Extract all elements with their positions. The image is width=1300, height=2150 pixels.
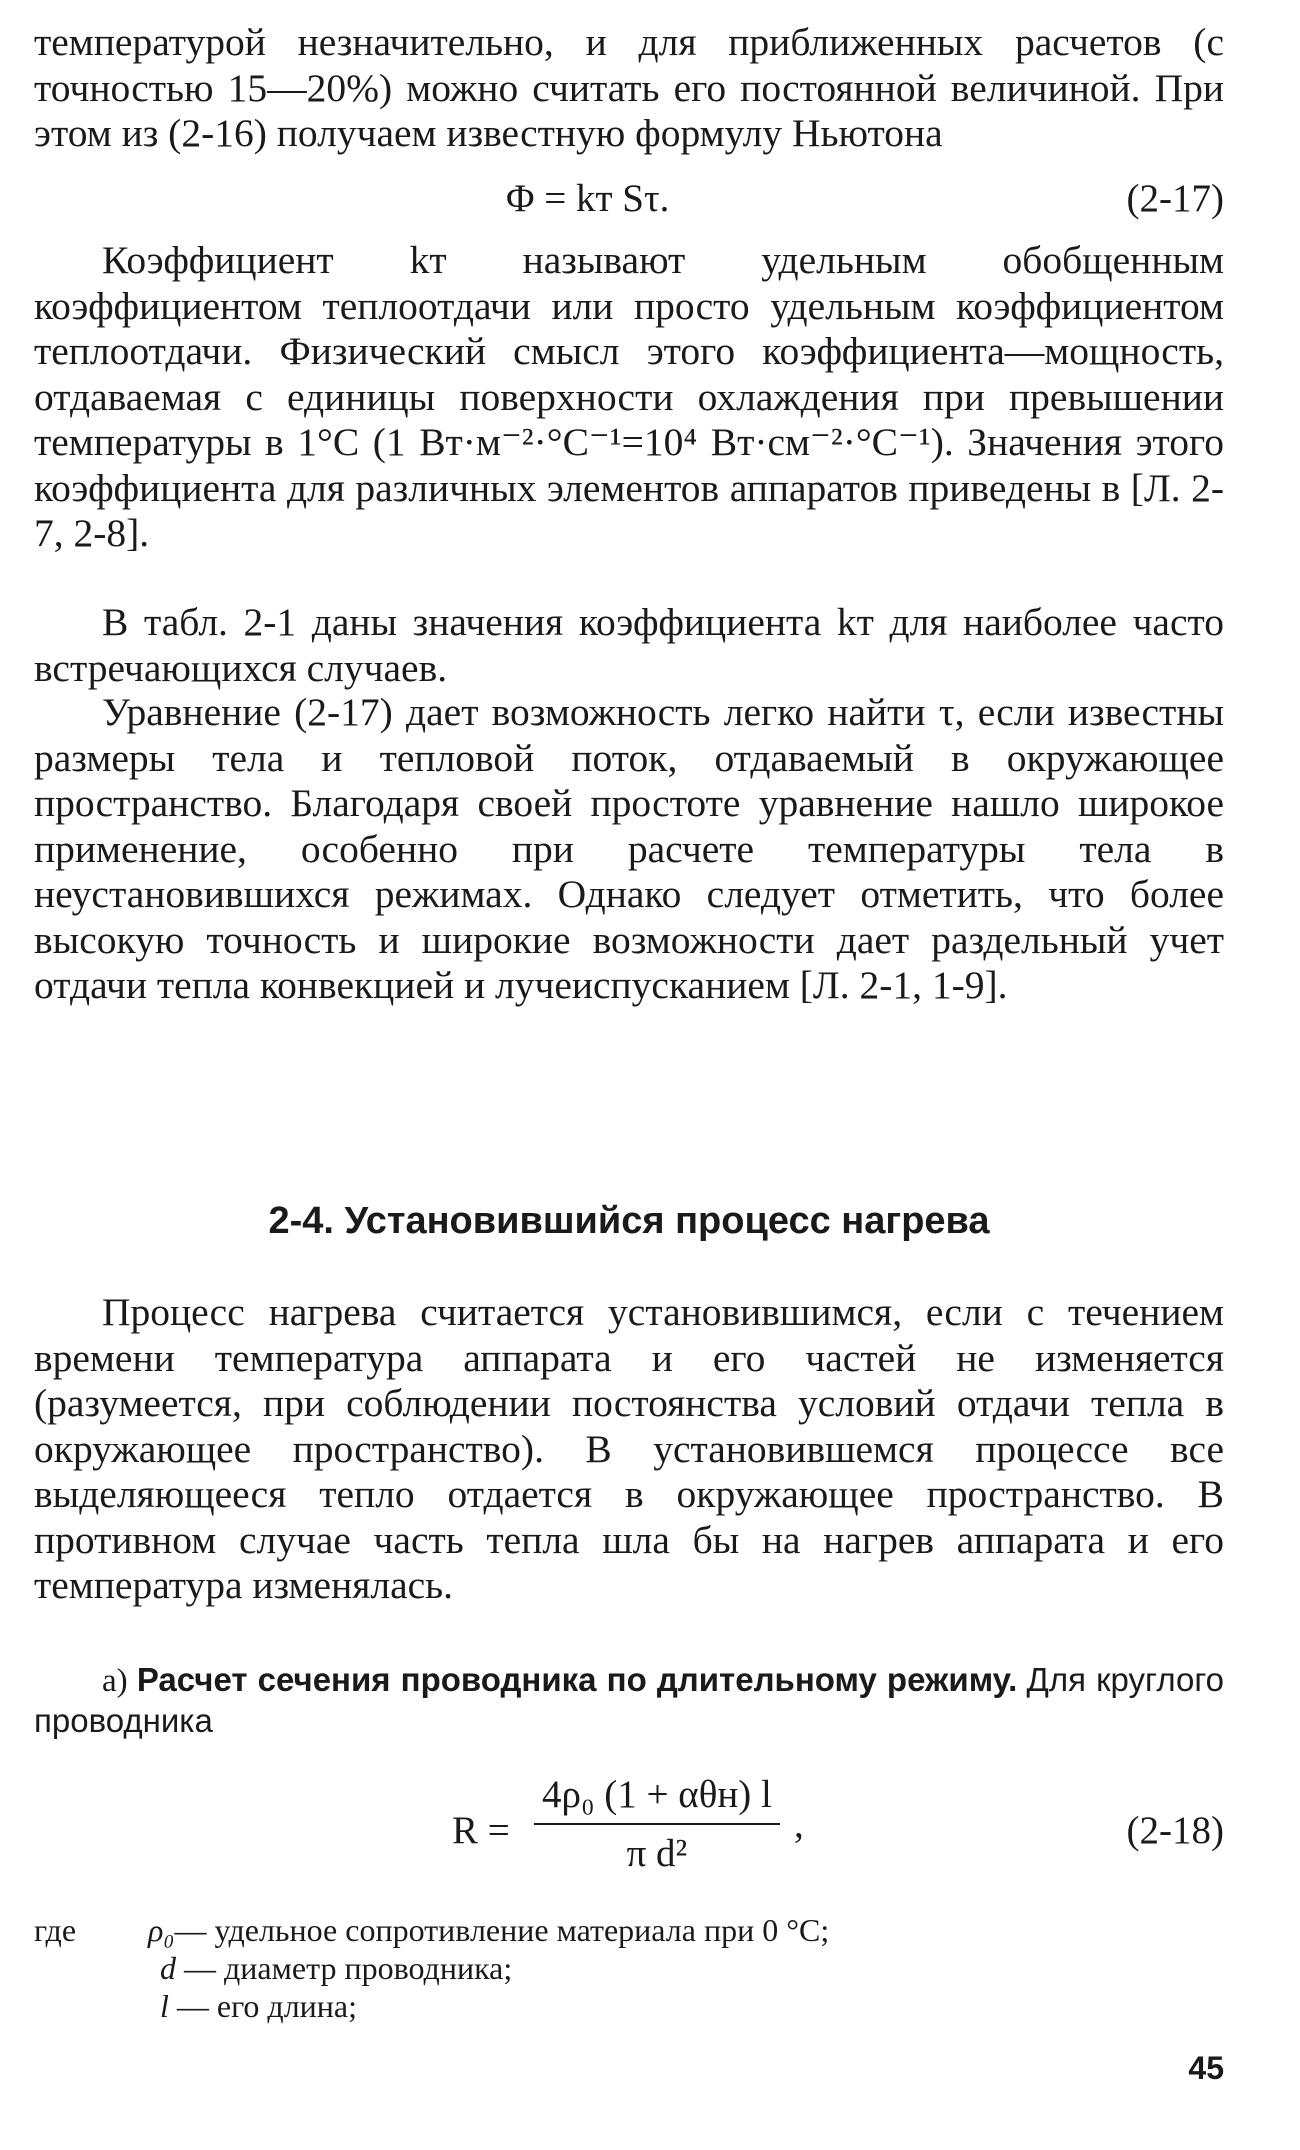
paragraph-equation-usage: Уравнение (2-17) дает возможность легко найти τ, если известны размеры тела и тепловой поток, отдаваемый в окружающее пространство. Благодаря своей простоте уравнение нашло широкое применение, особенно при расчете температуры тела в неустановившихся режимах. Однако следует отметить, что более высокую точность и широкие возможности дает раздельный учет отдачи тепла конвекцией и лучеиспусканием [Л. 2-1, 1-9]. [34, 690, 1224, 1007]
desc-rho0: — удельное сопротивление материала при 0 °С; [174, 1912, 830, 1948]
equation-2-18-number: (2-18) [1126, 1809, 1224, 1852]
equation-2-17-number: (2-17) [1126, 177, 1224, 220]
subsection-text: Для круглого проводника [34, 1661, 1224, 1739]
equation-2-18-denominator: π d² [626, 1832, 688, 1875]
desc-d: — диаметр проводника; [176, 1950, 513, 1986]
desc-l: — его длина; [168, 1988, 358, 2024]
paragraph-intro: температурой незначительно, и для приближенных расчетов (с точностью 15—20%) можно считать его постоянной величиной. При этом из (2-16) получаем известную формулу Ньютона [34, 20, 1224, 155]
equation-2-18-numerator: 4ρ₀ (1 + αθн) l [542, 1773, 772, 1816]
fraction-bar [534, 1823, 780, 1825]
equation-2-18-fraction [534, 1772, 780, 1876]
where-item-d [160, 1950, 512, 1986]
symbol-l: l [160, 1988, 169, 2024]
subsection-a [34, 1660, 1224, 1742]
symbol-rho0: ρ₀ [148, 1912, 175, 1948]
subsection-label: а) [102, 1663, 128, 1699]
paragraph-table-reference: В табл. 2-1 даны значения коэффициента kт для наиболее часто встречающихся случаев. [34, 600, 1224, 690]
equation-2-18 [34, 1772, 1224, 1882]
equation-2-18-comma: , [794, 1803, 804, 1846]
section-title: 2-4. Установившийся процесс нагрева [268, 1200, 990, 1242]
where-item-l [160, 1988, 357, 2024]
subsection-title: Расчет сечения проводника по длительному режиму. [136, 1661, 1018, 1698]
equation-2-18-lhs: R = [452, 1809, 510, 1852]
paragraph-coefficient: Коэффициент kт называют удельным обобщенным коэффициентом теплоотдачи или просто удельным коэффициентом теплоотдачи. Физический смысл этого коэффициента—мощность, отдаваемая с единицы поверхности охлаждения при превышении температуры в 1°С (1 Вт·м⁻²·°С⁻¹=10⁴ Вт·см⁻²·°С⁻¹). Значения этого коэффициента для различных элементов аппаратов приведены в [Л. 2-7, 2-8]. [34, 238, 1224, 555]
paragraph-steady-process: Процесс нагрева считается установившимся, если с течением времени температура аппарата и его частей не изменяется (разумеется, при соблюдении постоянства условий отдачи тепла в окружающее пространство). В установившемся процессе все выделяющееся тепло отдается в окружающее пространство. В противном случае часть тепла шла бы на нагрев аппарата и его температура изменялась. [34, 1290, 1224, 1607]
where-item-rho [148, 1912, 829, 1948]
page-number: 45 [1188, 2050, 1224, 2086]
equation-2-17-expression: Φ = kт Sτ. [506, 177, 670, 220]
symbol-d: d [160, 1950, 176, 1986]
where-word: где [34, 1912, 77, 1948]
